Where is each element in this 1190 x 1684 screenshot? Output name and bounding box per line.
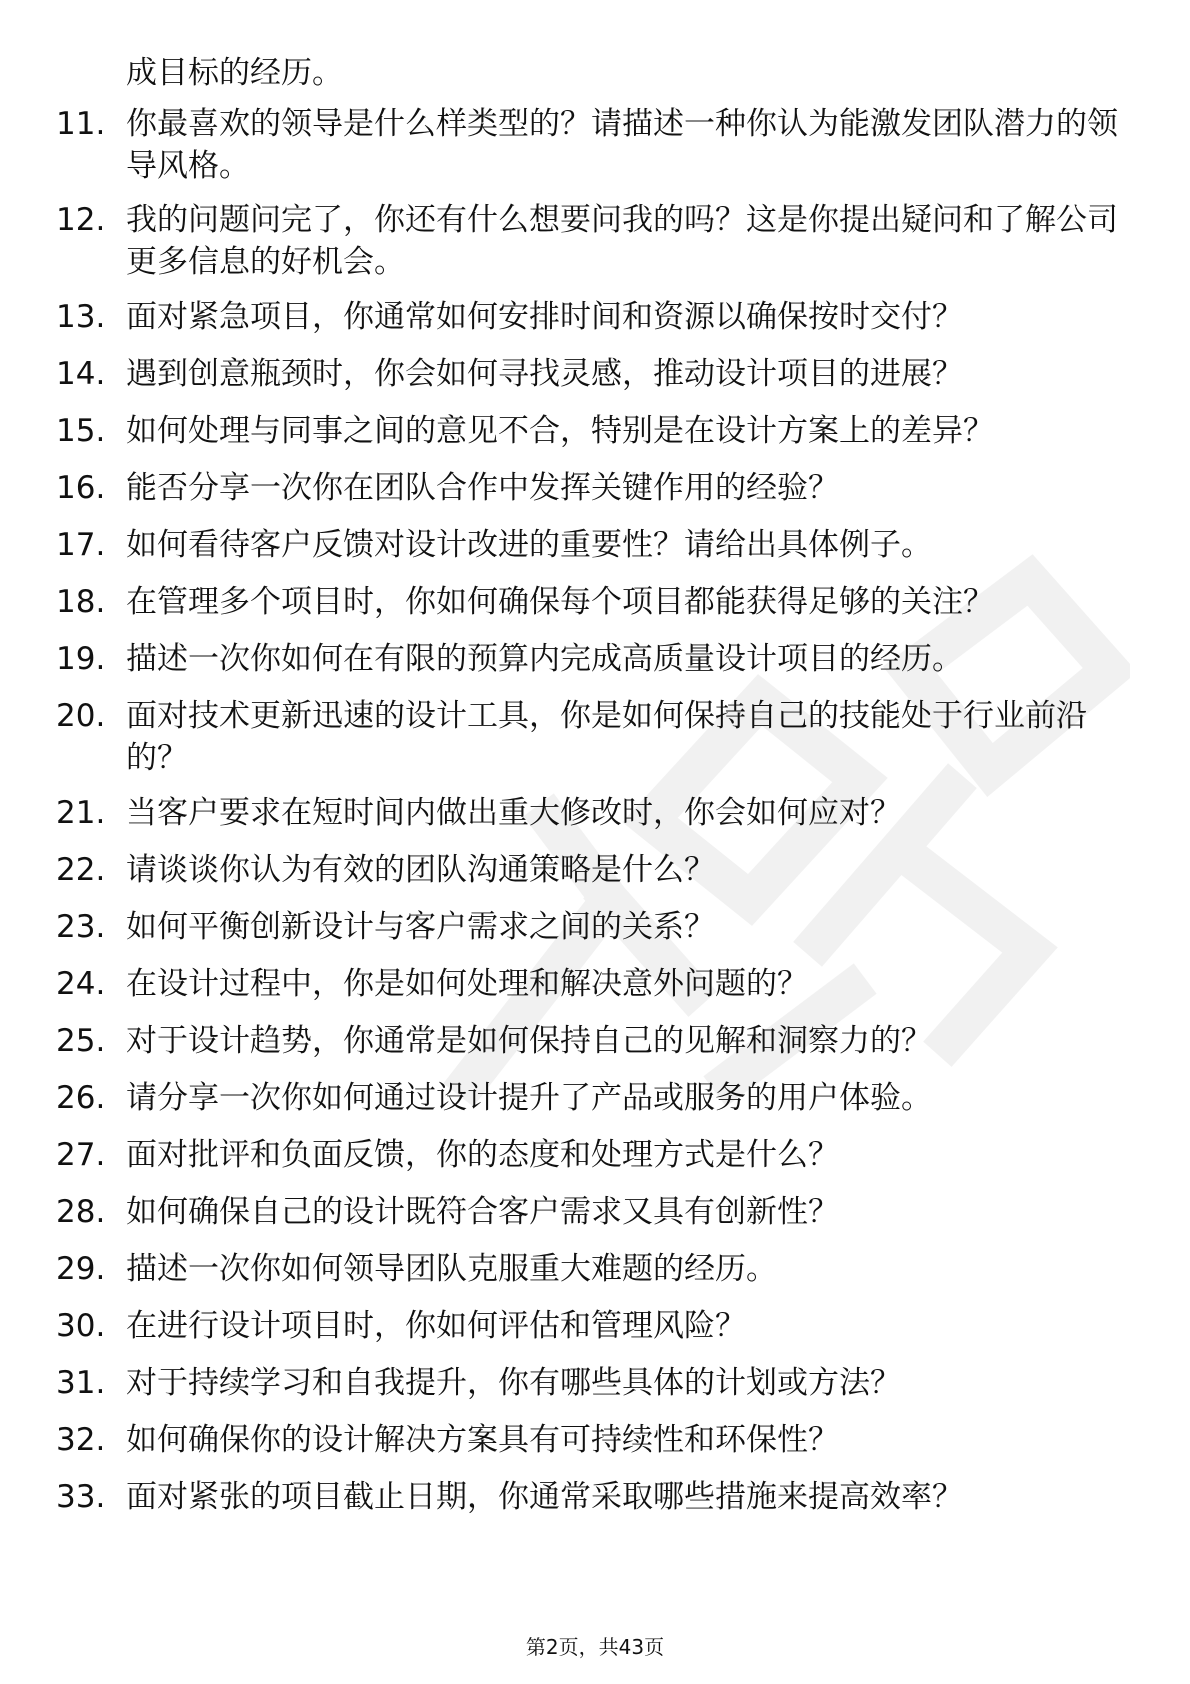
question-number: 20. — [56, 698, 106, 734]
question-number: 30. — [56, 1308, 106, 1344]
question-number: 19. — [56, 641, 106, 677]
question-text: 面对批评和负面反馈，你的态度和处理方式是什么？ — [126, 1137, 839, 1173]
question-number: 29. — [56, 1251, 106, 1287]
question-number: 26. — [56, 1080, 106, 1116]
question-number: 17. — [56, 527, 106, 563]
question-item — [56, 695, 1136, 779]
question-item — [56, 581, 1136, 623]
question-text: 如何确保自己的设计既符合客户需求又具有创新性？ — [126, 1194, 839, 1230]
question-text: 我的问题问完了，你还有什么想要问我的吗？这是你提出疑问和了解公司更多信息的好机会。 — [126, 202, 1118, 280]
question-text: 面对技术更新迅速的设计工具，你是如何保持自己的技能处于行业前沿的？ — [126, 698, 1087, 776]
question-number: 15. — [56, 413, 106, 449]
question-number: 31. — [56, 1365, 106, 1401]
question-item — [56, 1362, 1136, 1404]
question-number: 14. — [56, 356, 106, 392]
question-text: 对于设计趋势，你通常是如何保持自己的见解和洞察力的？ — [126, 1023, 932, 1059]
question-item — [56, 1248, 1136, 1290]
question-item — [56, 849, 1136, 891]
question-text: 在进行设计项目时，你如何评估和管理风险？ — [126, 1308, 746, 1344]
question-item — [56, 1305, 1136, 1347]
question-item — [56, 524, 1136, 566]
question-number: 18. — [56, 584, 106, 620]
question-text: 面对紧张的项目截止日期，你通常采取哪些措施来提高效率？ — [126, 1479, 963, 1515]
question-text: 面对紧急项目，你通常如何安排时间和资源以确保按时交付？ — [126, 299, 963, 335]
question-number: 16. — [56, 470, 106, 506]
question-text: 如何平衡创新设计与客户需求之间的关系？ — [126, 909, 715, 945]
question-text: 如何处理与同事之间的意见不合，特别是在设计方案上的差异？ — [126, 413, 994, 449]
question-number: 13. — [56, 299, 106, 335]
question-item — [56, 467, 1136, 509]
question-item — [56, 963, 1136, 1005]
question-item — [56, 103, 1136, 187]
continuation-line: 成目标的经历。 — [126, 55, 343, 91]
question-text: 对于持续学习和自我提升，你有哪些具体的计划或方法？ — [126, 1365, 901, 1401]
question-number: 24. — [56, 966, 106, 1002]
question-item — [56, 792, 1136, 834]
question-item — [56, 1191, 1136, 1233]
question-text: 在设计过程中，你是如何处理和解决意外问题的？ — [126, 966, 808, 1002]
question-item — [56, 410, 1136, 452]
question-number: 22. — [56, 852, 106, 888]
question-text: 请分享一次你如何通过设计提升了产品或服务的用户体验。 — [126, 1080, 932, 1116]
question-item — [56, 1134, 1136, 1176]
question-text: 在管理多个项目时，你如何确保每个项目都能获得足够的关注？ — [126, 584, 994, 620]
question-number: 21. — [56, 795, 106, 831]
question-text: 描述一次你如何在有限的预算内完成高质量设计项目的经历。 — [126, 641, 963, 677]
question-item — [56, 199, 1136, 283]
question-text: 当客户要求在短时间内做出重大修改时，你会如何应对？ — [126, 795, 901, 831]
question-item — [56, 1020, 1136, 1062]
question-number: 27. — [56, 1137, 106, 1173]
question-text: 能否分享一次你在团队合作中发挥关键作用的经验？ — [126, 470, 839, 506]
question-item — [56, 353, 1136, 395]
question-text: 你最喜欢的领导是什么样类型的？请描述一种你认为能激发团队潜力的领导风格。 — [126, 106, 1118, 184]
question-text: 遇到创意瓶颈时，你会如何寻找灵感，推动设计项目的进展？ — [126, 356, 963, 392]
question-number: 33. — [56, 1479, 106, 1515]
question-item — [56, 1419, 1136, 1461]
question-item — [56, 1077, 1136, 1119]
question-text: 如何看待客户反馈对设计改进的重要性？请给出具体例子。 — [126, 527, 932, 563]
page-footer: 第2页，共43页 — [525, 1635, 665, 1659]
question-number: 32. — [56, 1422, 106, 1458]
question-item — [56, 1476, 1136, 1518]
question-number: 25. — [56, 1023, 106, 1059]
question-number: 28. — [56, 1194, 106, 1230]
question-text: 如何确保你的设计解决方案具有可持续性和环保性？ — [126, 1422, 839, 1458]
question-number: 12. — [56, 202, 106, 238]
question-number: 23. — [56, 909, 106, 945]
question-number: 11. — [56, 106, 106, 142]
question-text: 请谈谈你认为有效的团队沟通策略是什么？ — [126, 852, 715, 888]
question-item — [56, 296, 1136, 338]
question-text: 描述一次你如何领导团队克服重大难题的经历。 — [126, 1251, 777, 1287]
question-item — [56, 906, 1136, 948]
question-item — [56, 638, 1136, 680]
